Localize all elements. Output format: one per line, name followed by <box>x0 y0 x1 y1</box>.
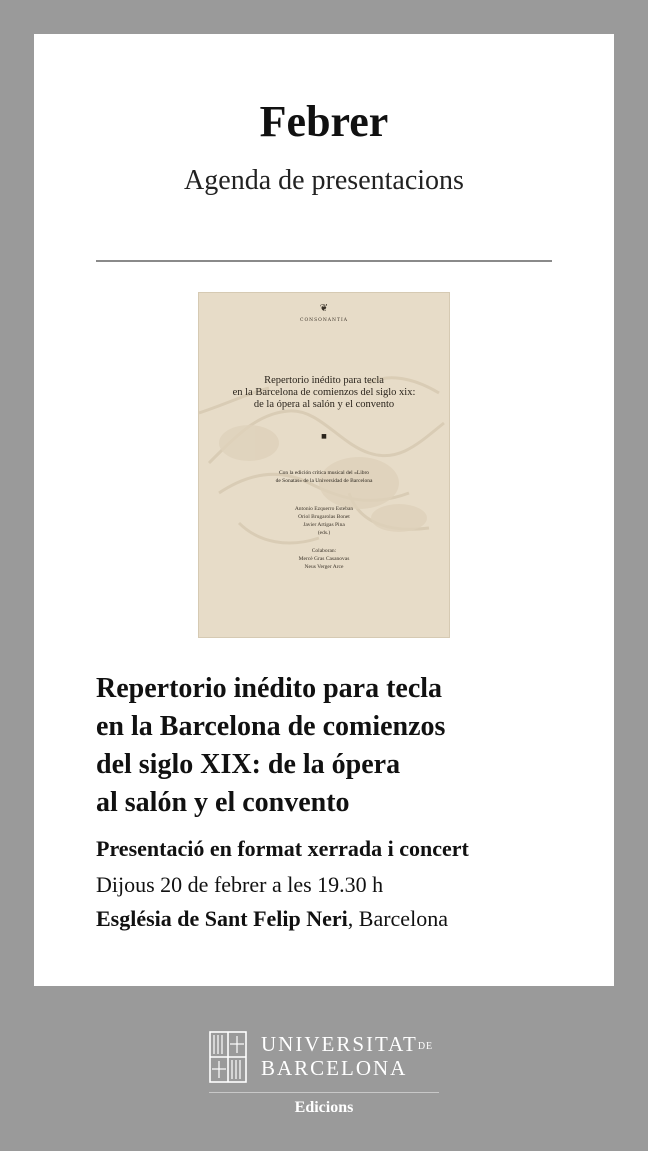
book-title: Repertorio inédito para tecla en la Barcelona de comienzos del siglo XIX: de la ópera al salón y el convento <box>96 673 446 818</box>
cover-collection: CONSONANTIA <box>300 318 348 323</box>
event-venue <box>96 904 606 934</box>
cover-logo-icon: ❦ <box>319 303 329 314</box>
university-name-line2: BARCELONA <box>261 1056 408 1080</box>
cover-edition-note: Con la edición crítica musical del «Libro de Sonatas» de la Universidad de Barcelona <box>275 470 373 484</box>
university-logo <box>209 1028 439 1088</box>
event-format: Presentació en format xerrada i concert <box>96 836 469 861</box>
cover-collaborators: Colaboran: Mercè Gras Casanovas Neus Verger Arce <box>298 548 350 570</box>
book-cover <box>198 292 450 638</box>
footer-rule <box>209 1092 439 1093</box>
edicions-label: Edicions <box>294 1099 354 1116</box>
university-name-line1 <box>261 1032 433 1057</box>
venue-city: , Barcelona <box>347 906 448 931</box>
cover-engraving-illustration <box>199 293 449 637</box>
poster-card <box>34 34 614 986</box>
event-date: Dijous 20 de febrer a les 19.30 h <box>96 872 384 897</box>
cover-title: Repertorio inédito para tecla en la Barcelona de comienzos del siglo xix: de la ópera al salón y el convento <box>232 375 416 410</box>
month-heading: Febrer <box>259 97 389 146</box>
divider <box>96 260 552 262</box>
university-de: DE <box>417 1041 434 1052</box>
agenda-subtitle: Agenda de presentacions <box>184 165 464 196</box>
venue-name: Església de Sant Felip Neri <box>96 906 348 931</box>
university-word: UNIVERSITAT <box>261 1032 418 1056</box>
cover-ornament-icon: ■ <box>321 433 327 440</box>
cover-editors: Antonio Ezquerro Esteban Oriol Brugarolas Bonet Javier Artigas Pina (eds.) <box>294 506 354 536</box>
university-shield-icon <box>209 1031 247 1083</box>
